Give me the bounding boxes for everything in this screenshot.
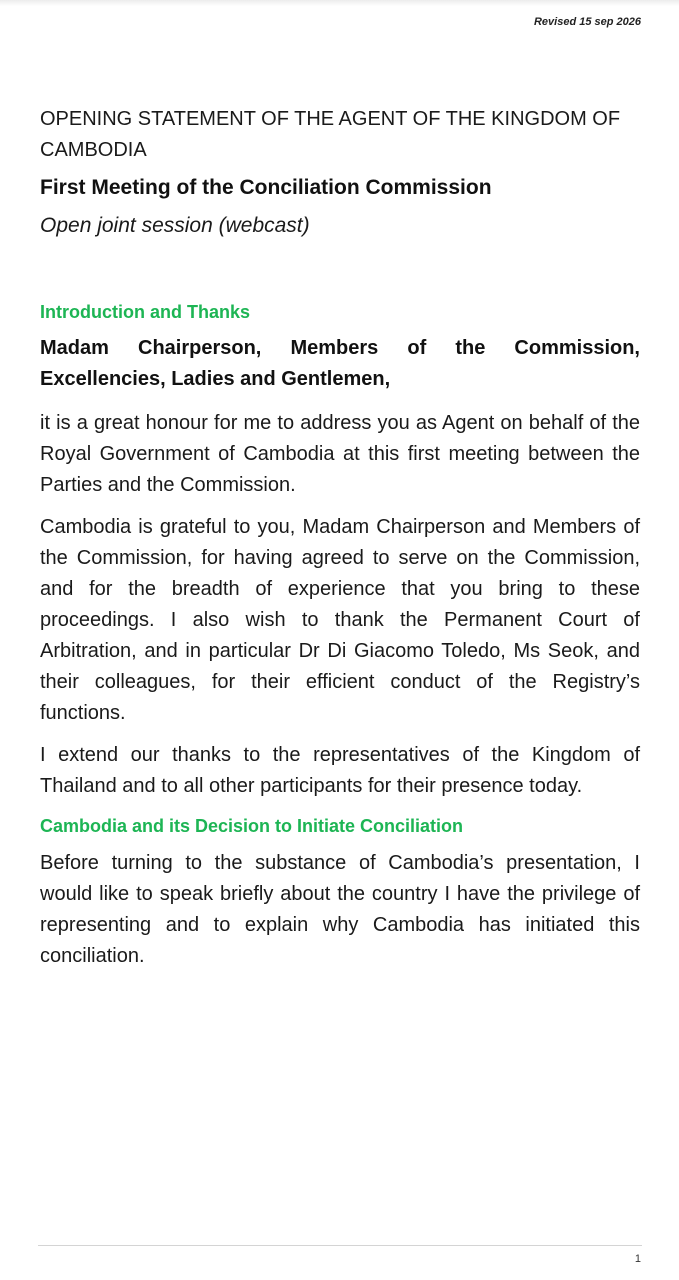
paragraph-intro-2: Cambodia is grateful to you, Madam Chairperson and Members of the Commission, for having agreed to serve on the Commission, and for the breadth of experience that you bring to these proceedings. I also wish to thank the Permanent Court of Arbitration, and in particular Dr Di Giacomo Toledo, Ms Seok, and their colleagues, for their efficient conduct of the Registry’s functions. xyxy=(40,516,640,724)
footer-divider xyxy=(38,1245,642,1246)
revision-date: Revised 15 sep 2026 xyxy=(533,16,641,28)
paragraph-intro-1: it is a great honour for me to address you as Agent on behalf of the Royal Government of Cambodia at this first meeting between the Parties and the Commission. xyxy=(40,412,640,496)
paragraph-intro-3: I extend our thanks to the representatives of the Kingdom of Thailand and to all other participants for their presence today. xyxy=(40,744,640,797)
section-heading-introduction: Introduction and Thanks xyxy=(40,302,250,322)
paragraph-cambodia-1: Before turning to the substance of Cambodia’s presentation, I would like to speak briefly about the country I have the privilege of representing and to explain why Cambodia has initiated this conciliation. xyxy=(40,852,640,967)
session-label: Open joint session (webcast) xyxy=(40,214,310,237)
page-number: 1 xyxy=(634,1253,641,1265)
document-body xyxy=(40,104,640,972)
document-subtitle: First Meeting of the Conciliation Commission xyxy=(40,176,492,199)
salutation: Madam Chairperson, Members of the Commission, Excellencies, Ladies and Gentlemen, xyxy=(40,337,640,390)
top-shadow xyxy=(0,0,679,6)
section-heading-cambodia: Cambodia and its Decision to Initiate Conciliation xyxy=(40,816,464,836)
document-title: OPENING STATEMENT OF THE AGENT OF THE KINGDOM OF CAMBODIA xyxy=(40,108,621,161)
